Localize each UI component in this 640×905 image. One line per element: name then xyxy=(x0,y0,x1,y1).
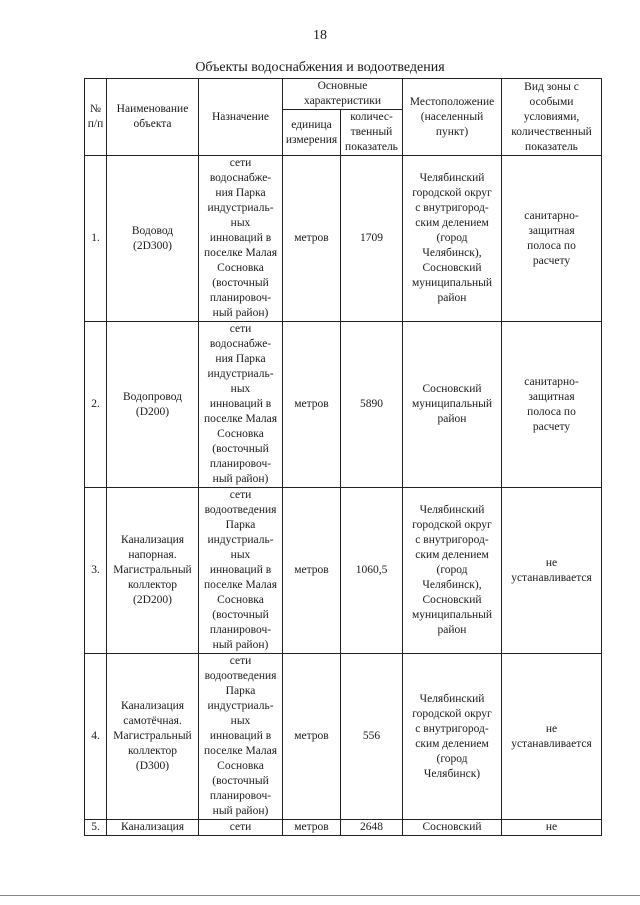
row-num: 4. xyxy=(85,654,107,820)
table-row xyxy=(85,488,602,654)
row-num: 2. xyxy=(85,322,107,488)
object-purpose: сети водоотведения Парка индустриаль- ных инноваций в поселке Малая Сосновка (восточный планировоч- ный район) xyxy=(199,654,283,820)
table-row xyxy=(85,322,602,488)
header-main-characteristics: Основные характеристики xyxy=(283,79,403,110)
header-unit: единица измерения xyxy=(283,110,341,156)
quantity: 1709 xyxy=(341,156,403,322)
quantity: 556 xyxy=(341,654,403,820)
quantity: 2648 xyxy=(341,820,403,836)
document-title: Объекты водоснабжения и водоотведения xyxy=(195,60,445,75)
zone-type: не xyxy=(502,820,602,836)
table-row xyxy=(85,156,602,322)
row-num: 1. xyxy=(85,156,107,322)
header-purpose: Назначение xyxy=(199,79,283,156)
header-zone: Вид зоны с особыми условиями, количественный показатель xyxy=(502,79,602,156)
header-quantity: количес- твенный показатель xyxy=(341,110,403,156)
table-header xyxy=(85,79,602,156)
quantity: 1060,5 xyxy=(341,488,403,654)
objects-table xyxy=(84,78,602,836)
object-purpose: сети водоотведения Парка индустриаль- ных инноваций в поселке Малая Сосновка (восточный планировоч- ный район) xyxy=(199,488,283,654)
header-location: Местоположение (населенный пункт) xyxy=(403,79,502,156)
unit: метров xyxy=(283,654,341,820)
object-name: Канализация напорная. Магистральный коллектор (2D200) xyxy=(107,488,199,654)
quantity: 5890 xyxy=(341,322,403,488)
unit: метров xyxy=(283,322,341,488)
location: Челябинский городской округ с внутригород- ским делением (город Челябинск), Сосновский муниципальный район xyxy=(403,156,502,322)
object-purpose: сети xyxy=(199,820,283,836)
location: Челябинский городской округ с внутригород- ским делением (город Челябинск) xyxy=(403,654,502,820)
location: Сосновский xyxy=(403,820,502,836)
page-number: 18 xyxy=(313,28,327,43)
unit: метров xyxy=(283,488,341,654)
table-body xyxy=(85,156,602,836)
location: Челябинский городской округ с внутригород- ским делением (город Челябинск), Сосновский муниципальный район xyxy=(403,488,502,654)
zone-type: санитарно- защитная полоса по расчету xyxy=(502,156,602,322)
zone-type: не устанавливается xyxy=(502,654,602,820)
table-row xyxy=(85,654,602,820)
object-name: Водовод (2D300) xyxy=(107,156,199,322)
unit: метров xyxy=(283,156,341,322)
table-row xyxy=(85,820,602,836)
page-bottom-divider xyxy=(0,895,640,896)
location: Сосновский муниципальный район xyxy=(403,322,502,488)
zone-type: не устанавливается xyxy=(502,488,602,654)
object-purpose: сети водоснабже- ния Парка индустриаль- ных инноваций в поселке Малая Сосновка (восточный планировоч- ный район) xyxy=(199,156,283,322)
object-name: Канализация xyxy=(107,820,199,836)
row-num: 3. xyxy=(85,488,107,654)
row-num: 5. xyxy=(85,820,107,836)
object-purpose: сети водоснабже- ния Парка индустриаль- ных инноваций в поселке Малая Сосновка (восточный планировоч- ный район) xyxy=(199,322,283,488)
header-num: № п/п xyxy=(85,79,107,156)
object-name: Канализация самотёчная. Магистральный коллектор (D300) xyxy=(107,654,199,820)
object-name: Водопровод (D200) xyxy=(107,322,199,488)
zone-type: санитарно- защитная полоса по расчету xyxy=(502,322,602,488)
header-name: Наименование объекта xyxy=(107,79,199,156)
unit: метров xyxy=(283,820,341,836)
